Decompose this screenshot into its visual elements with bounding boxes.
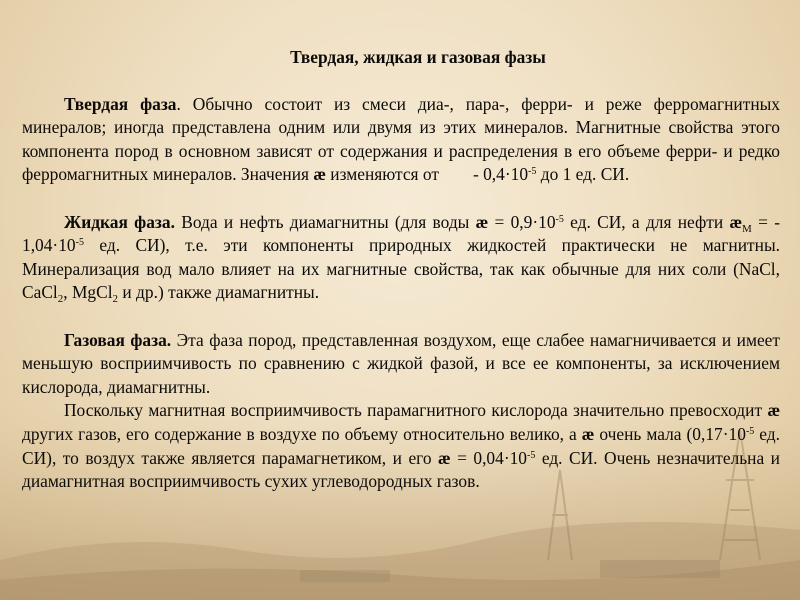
subscript: М [742,222,752,235]
liquid-text-4: = - 1,04·10 [22,211,780,256]
paragraph-solid-phase [22,93,780,187]
paragraph-oxygen [22,399,780,493]
subscript: 2 [112,293,119,306]
kappa-symbol: æ [767,400,780,421]
liquid-text-2: = 0,9·10 [488,211,556,232]
oxygen-text-4: ед. СИ), то воздух также является парамагнетиком, и его [22,423,780,468]
liquid-text-6: , MgCl [63,282,113,303]
liquid-phase-heading: Жидкая фаза. [64,211,175,232]
liquid-text-3: ед. СИ, а для нефти [563,211,730,232]
kappa-symbol: æ [313,164,326,185]
solid-text-4: до 1 ед. СИ. [536,164,630,185]
exponent: -5 [745,425,755,437]
liquid-text-5: ед. СИ), т.е. эти компоненты природных жидкостей практически не магнитны. Минерализация вод мало влияет на их магнитные свойства, так как обычные для них соли (NaCl, CaCl [22,235,780,303]
solid-text-2: изменяются от [325,164,439,185]
gas-text-1: Эта фаза пород, представленная воздухом, еще слабее намагничивается и имеет меньшую восприимчивость по сравнению с жидкой фазой, и все ее компоненты, за исключением кислорода, диамагнитны. [22,329,780,397]
kappa-symbol: æ [581,423,595,444]
slide-title: Твердая, жидкая и газовая фазы [290,47,546,67]
solid-phase-heading: Твердая фаза [64,93,177,114]
paragraph-gas-phase [22,329,780,400]
slide-content [22,46,780,517]
subscript: 2 [57,293,64,306]
oxygen-text-5: = 0,04·10 [450,447,528,468]
liquid-text-7: и др.) также диамагнитны. [118,282,320,303]
kappa-symbol: æ [438,447,451,468]
exponent: -5 [555,213,564,225]
oxygen-text-2: других газов, его содержание в воздухе по объему относительно велико, а [22,423,582,444]
solid-text-1: . Обычно состоит из смеси диа-, пара-, ферри- и реже ферромагнитных минералов; иногда представлена одним или двумя из этих минералов. Магнитные свойства этого компонента пород в основном зависят от содержания и распределения в его объеме ферри- и редко ферромагнитных минералов. Значения [22,93,781,185]
kappa-symbol: æ [729,211,743,232]
liquid-text-1: Вода и нефть диамагнитны (для воды [174,211,476,232]
kappa-symbol: æ [475,211,489,232]
solid-text-3: - 0,4·10 [472,164,529,185]
exponent: -5 [527,449,536,461]
gas-phase-heading: Газовая фаза. [64,329,172,350]
paragraph-liquid-phase [22,211,780,305]
exponent: -5 [528,166,537,178]
oxygen-text-3: очень мала (0,17·10 [594,423,746,444]
oxygen-text-6: ед. СИ. Очень незначительна и диамагнитная восприимчивость сухих углеводородных газов. [22,447,780,492]
exponent: -5 [75,237,84,249]
oxygen-text-1: Поскольку магнитная восприимчивость парамагнитного кислорода значительно превосходит [64,400,768,421]
